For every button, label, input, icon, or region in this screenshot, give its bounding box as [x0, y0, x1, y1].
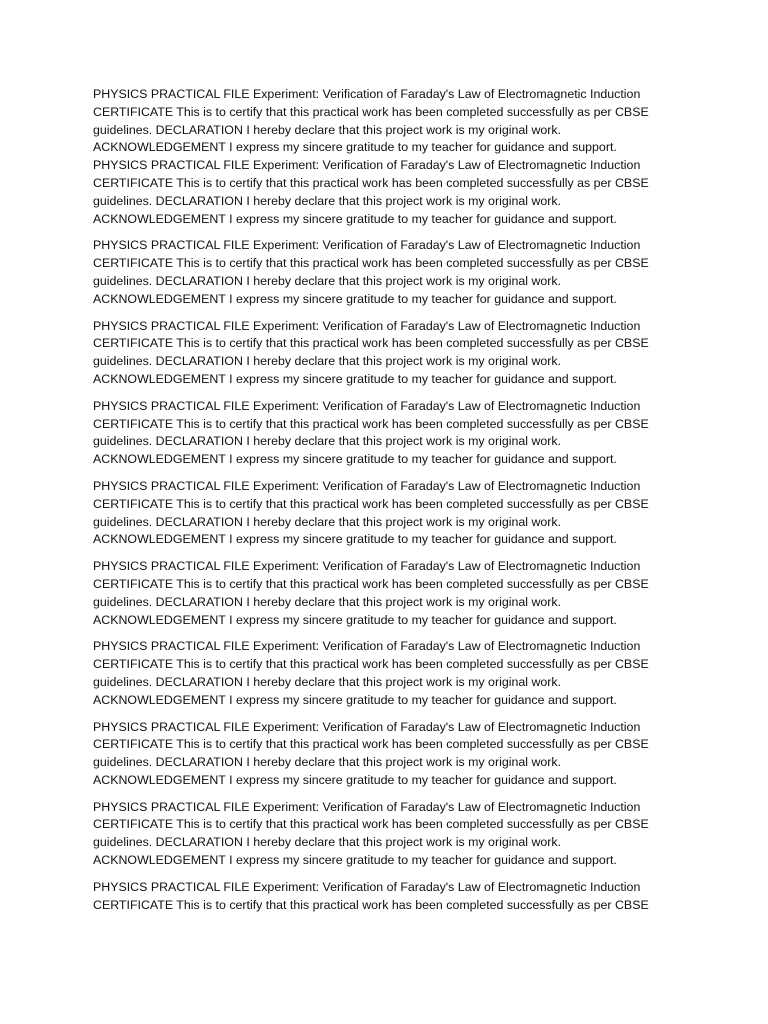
- text-line: CERTIFICATE This is to certify that this practical work has been completed successfully as per CBSE: [93, 817, 649, 832]
- text-line: CERTIFICATE This is to certify that this practical work has been completed successfully as per CBSE: [93, 897, 649, 912]
- text-line: PHYSICS PRACTICAL FILE Experiment: Verification of Faraday's Law of Electromagnetic Induction: [93, 158, 641, 173]
- text-line: CERTIFICATE This is to certify that this practical work has been completed successfully as per CBSE: [93, 336, 649, 351]
- paragraph: [93, 719, 683, 790]
- text-line: PHYSICS PRACTICAL FILE Experiment: Verification of Faraday's Law of Electromagnetic Induction: [93, 478, 641, 493]
- text-line: CERTIFICATE This is to certify that this practical work has been completed successfully as per CBSE: [93, 496, 649, 511]
- text-line: PHYSICS PRACTICAL FILE Experiment: Verification of Faraday's Law of Electromagnetic Induction: [93, 799, 641, 814]
- paragraph: [93, 558, 683, 629]
- text-line: guidelines. DECLARATION I hereby declare that this project work is my original work.: [93, 273, 562, 288]
- paragraph: [93, 879, 683, 915]
- text-line: CERTIFICATE This is to certify that this practical work has been completed successfully as per CBSE: [93, 104, 649, 119]
- text-line: ACKNOWLEDGEMENT I express my sincere gratitude to my teacher for guidance and support.: [93, 211, 617, 226]
- text-line: PHYSICS PRACTICAL FILE Experiment: Verification of Faraday's Law of Electromagnetic Induction: [93, 318, 641, 333]
- text-line: ACKNOWLEDGEMENT I express my sincere gratitude to my teacher for guidance and support.: [93, 612, 617, 627]
- text-line: guidelines. DECLARATION I hereby declare that this project work is my original work.: [93, 434, 562, 449]
- text-line: guidelines. DECLARATION I hereby declare that this project work is my original work.: [93, 514, 562, 529]
- text-line: ACKNOWLEDGEMENT I express my sincere gratitude to my teacher for guidance and support.: [93, 452, 617, 467]
- paragraph: [93, 237, 683, 308]
- text-line: ACKNOWLEDGEMENT I express my sincere gratitude to my teacher for guidance and support.: [93, 371, 617, 386]
- text-line: CERTIFICATE This is to certify that this practical work has been completed successfully as per CBSE: [93, 416, 649, 431]
- text-line: PHYSICS PRACTICAL FILE Experiment: Verification of Faraday's Law of Electromagnetic Induction: [93, 238, 641, 253]
- text-line: ACKNOWLEDGEMENT I express my sincere gratitude to my teacher for guidance and support.: [93, 772, 617, 787]
- text-line: CERTIFICATE This is to certify that this practical work has been completed successfully as per CBSE: [93, 657, 649, 672]
- paragraph: [93, 478, 683, 549]
- text-line: CERTIFICATE This is to certify that this practical work has been completed successfully as per CBSE: [93, 256, 649, 271]
- text-line: PHYSICS PRACTICAL FILE Experiment: Verification of Faraday's Law of Electromagnetic Induction: [93, 87, 641, 101]
- text-line: guidelines. DECLARATION I hereby declare that this project work is my original work.: [93, 835, 562, 850]
- text-line: ACKNOWLEDGEMENT I express my sincere gratitude to my teacher for guidance and support.: [93, 140, 617, 155]
- paragraph: [93, 398, 683, 469]
- text-line: ACKNOWLEDGEMENT I express my sincere gratitude to my teacher for guidance and support.: [93, 532, 617, 547]
- text-line: guidelines. DECLARATION I hereby declare that this project work is my original work.: [93, 674, 562, 689]
- text-line: PHYSICS PRACTICAL FILE Experiment: Verification of Faraday's Law of Electromagnetic Induction: [93, 398, 641, 413]
- text-line: ACKNOWLEDGEMENT I express my sincere gratitude to my teacher for guidance and support.: [93, 853, 617, 868]
- text-line: guidelines. DECLARATION I hereby declare that this project work is my original work.: [93, 755, 562, 770]
- text-line: guidelines. DECLARATION I hereby declare that this project work is my original work.: [93, 354, 562, 369]
- text-line: CERTIFICATE This is to certify that this practical work has been completed successfully as per CBSE: [93, 737, 649, 752]
- text-line: ACKNOWLEDGEMENT I express my sincere gratitude to my teacher for guidance and support.: [93, 291, 617, 306]
- paragraph: [93, 799, 683, 870]
- text-line: CERTIFICATE This is to certify that this practical work has been completed successfully as per CBSE: [93, 175, 649, 190]
- paragraph: [93, 638, 683, 709]
- text-line: ACKNOWLEDGEMENT I express my sincere gratitude to my teacher for guidance and support.: [93, 692, 617, 707]
- text-line: guidelines. DECLARATION I hereby declare that this project work is my original work.: [93, 122, 562, 137]
- text-line: guidelines. DECLARATION I hereby declare that this project work is my original work.: [93, 594, 562, 609]
- text-line: guidelines. DECLARATION I hereby declare that this project work is my original work.: [93, 193, 562, 208]
- text-line: PHYSICS PRACTICAL FILE Experiment: Verification of Faraday's Law of Electromagnetic Induction: [93, 879, 641, 894]
- paragraph: [93, 318, 683, 389]
- text-line: PHYSICS PRACTICAL FILE Experiment: Verification of Faraday's Law of Electromagnetic Induction: [93, 639, 641, 654]
- document-body: [93, 86, 683, 914]
- text-line: CERTIFICATE This is to certify that this practical work has been completed successfully as per CBSE: [93, 576, 649, 591]
- text-line: PHYSICS PRACTICAL FILE Experiment: Verification of Faraday's Law of Electromagnetic Induction: [93, 559, 641, 574]
- text-line: PHYSICS PRACTICAL FILE Experiment: Verification of Faraday's Law of Electromagnetic Induction: [93, 719, 641, 734]
- paragraph: [93, 86, 683, 228]
